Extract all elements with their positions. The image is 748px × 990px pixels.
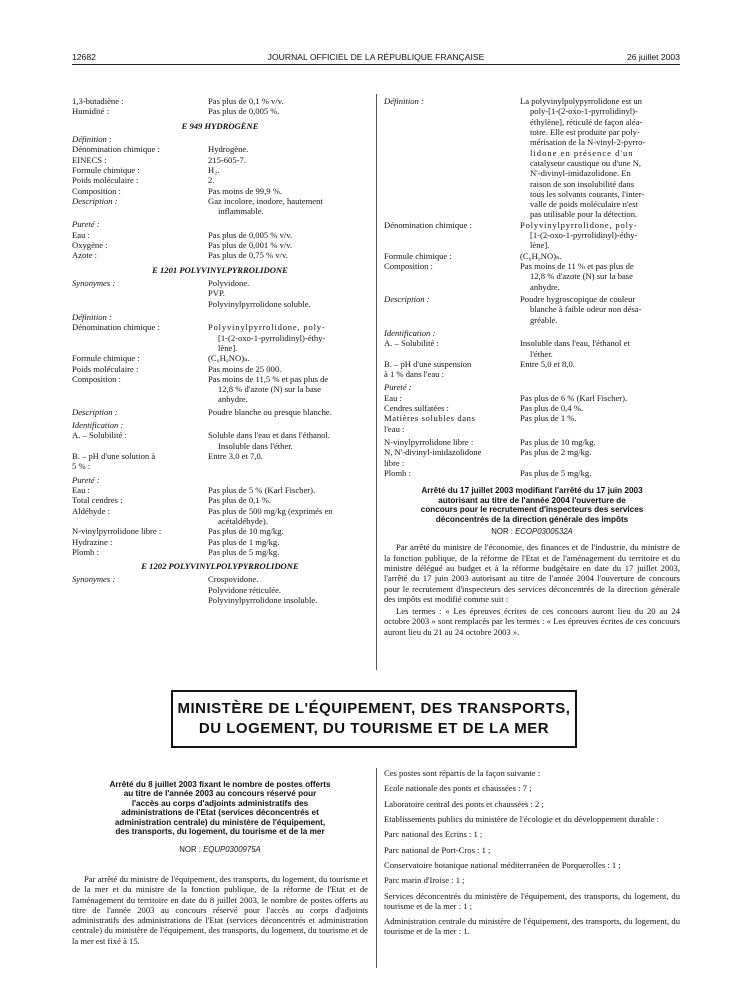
spec-row: Eau : Pas plus de 0,005 % v/v.: [72, 229, 293, 240]
spec-row: Total cendres : Pas plus de 0,1 %.: [72, 495, 272, 506]
spec-row: Humidité : Pas plus de 0,005 %.: [72, 106, 280, 117]
spec-row: Composition : Pas moins de 11 % et pas plus de 12,8 % d'azote (N) sur la base anhydre.: [384, 261, 634, 292]
spec-row: N-vinylpyrrolidone libre : Pas plus de 10 mg/kg.: [72, 526, 284, 537]
spec-row: Plomb : Pas plus de 5 mg/kg.: [384, 467, 592, 478]
nor-reference: NOR : EQUP0300975A: [179, 844, 261, 854]
list-item: Services déconcentrés du ministère de l'équipement, des transports, du logement, du tourisme et de la mer : 1 ;: [384, 890, 680, 911]
spec-row: Poids moléculaire : 2.: [72, 175, 215, 186]
purete-label: Pureté :: [72, 219, 100, 230]
definition-label: Définition :: [72, 133, 112, 144]
spec-row: Dénomination chimique : Hydrogène.: [72, 144, 249, 155]
column-divider: [376, 768, 377, 968]
spec-row: Formule chimique : (C₆H₉NO)ₙ.: [72, 353, 250, 364]
spec-row: Aldéhyde : Pas plus de 500 mg/kg (exprimés en acétaldéhyde).: [72, 505, 333, 526]
purete-label: Pureté :: [72, 474, 100, 485]
spec-row: Description : Poudre blanche ou presque blanche.: [72, 406, 332, 417]
spec-row: Dénomination chimique : Polyvinylpyrrolidone, poly- [1-(2-oxo-1-pyrrolidinyl)-éthy- lène].: [72, 322, 326, 353]
column-divider: [376, 94, 377, 670]
left-column: [72, 96, 368, 605]
spec-row: Oxygène : Pas plus de 0,001 % v/v.: [72, 240, 293, 251]
spec-row: Eau : Pas plus de 6 % (Karl Fischer).: [384, 392, 628, 403]
page-number: 12682: [72, 52, 96, 62]
spec-row: Poids moléculaire : Pas moins de 25 000.: [72, 363, 282, 374]
spec-row: Formule chimique : (C₆H₉NO)ₙ.: [384, 250, 562, 261]
right-column: [384, 96, 680, 639]
spec-row: EINECS : 215-605-7.: [72, 154, 246, 165]
lower-right-column: [384, 768, 680, 942]
arrete-paragraph: Par arrêté du ministre de l'équipement, des transports, du logement, du tourisme et de la mer et du ministre de la fonction publique, de la réforme de l'Etat et de l'aménagement du territoire en date du 8 juillet 2003, le nombre de postes offerts au titre de l'année 2003 au concours réservé pour l'accès au corps d'adjoints administratifs des administrations de l'Etat (services déconcentrés et administration centrale) du ministère de l'équipement, des transports, du logement, du tourisme et de la mer est fixé à 15.: [72, 873, 368, 946]
list-item: Administration centrale du ministère de l'équipement, des transports, du logement, du tourisme et de la mer : 1.: [384, 916, 680, 937]
spec-row: Formule chimique : H₂.: [72, 164, 220, 175]
spec-row: Définition : La polyvinylpolypyrrolidone est un poly-[1-(2-oxo-1-pyrrolidinyl)- éthylène], réticulé de façon aléa- toire. Elle est produite par poly- mérisation de la N-vinyl-2-pyrro- lidone en présence d'un catalyseur caustique ou d'une N, N'-divinyl-imidazolidone. En raison de son insolubilité dans tous les solvants courants, l'inter- valle de poids moléculaire n'est pas utilisable pour la détection.: [384, 96, 646, 220]
list-item: Laboratoire central des ponts et chaussées : 2 ;: [384, 798, 544, 809]
spec-row: Description : Gaz incolore, inodore, hautement inflammable.: [72, 195, 323, 217]
list-item: Etablissements publics du ministère de l'écologie et du développement durable :: [384, 813, 660, 824]
spec-row: Azote : Pas plus de 0,75 % v/v.: [72, 250, 288, 261]
issue-date: 26 juillet 2003: [626, 52, 680, 62]
spec-row: Composition : Pas moins de 11,5 % et pas plus de 12,8 % d'azote (N) sur la base anhydre.: [72, 373, 329, 405]
section-title-e949: E 949 HYDROGÈNE: [181, 120, 259, 131]
section-title-e1201: E 1201 POLYVINYLPYRROLIDONE: [152, 264, 288, 275]
list-item: Ces postes sont répartis de la façon suivante :: [384, 768, 541, 778]
spec-row: Plomb : Pas plus de 5 mg/kg.: [72, 546, 280, 557]
lower-left-column: [72, 768, 368, 948]
arrete-paragraph: Les termes : « Les épreuves écrites de ces concours auront lieu du 20 au 24 octobre 2003 » sont remplacés par les termes : « Les épreuves écrites de ces concours auront lieu du 21 au 24 octobre 2003 ».: [384, 606, 680, 637]
spec-row: N-vinylpyrrolidone libre : Pas plus de 10 mg/kg.: [384, 437, 596, 447]
arrete-title: Arrêté du 17 juillet 2003 modifiant l'arrêté du 17 juin 2003 autorisant au titre de l'année 2004 l'ouverture de concours pour le recrutement d'inspecteurs des services déconcentrés de la direction générale des impôts: [420, 486, 644, 524]
list-item: Parc national de Port-Cros : 1 ;: [384, 844, 491, 855]
spec-row: N, N'-divinyl-imidazolidone libre : Pas plus de 2 mg/kg.: [384, 447, 592, 468]
spec-row: Cendres sulfatées : Pas plus de 0,4 %.: [384, 403, 584, 414]
spec-row: Hydrazine : Pas plus de 1 mg/kg.: [72, 536, 280, 547]
identification-label: Identification :: [72, 420, 124, 431]
spec-row: Matières solubles dans l'eau : Pas plus de 1 %.: [384, 413, 577, 434]
spec-row: A. – Solubilité : Soluble dans l'eau et dans l'éthanol. Insoluble dans l'éther.: [72, 430, 330, 451]
list-item: Ecole nationale des ponts et chaussées : 7 ;: [384, 783, 532, 794]
purete-label: Pureté :: [384, 382, 412, 393]
ministry-banner: MINISTÈRE DE L'ÉQUIPEMENT, DES TRANSPORTS, DU LOGEMENT, DU TOURISME ET DE LA MER: [171, 690, 577, 748]
spec-row: Dénomination chimique : Polyvinylpyrrolidone, poly- [1-(2-oxo-1-pyrrolidinyl)-éthy- lène].: [384, 219, 638, 251]
list-item: Conservatoire botanique national méditerranéen de Porquerolles : 1 ;: [384, 859, 621, 870]
arrete-title: Arrêté du 8 juillet 2003 fixant le nombre de postes offerts au titre de l'année 2003 au concours réservé pour l'accès au corps d'adjoints administratifs des administrations de l'Etat (services déconcentrés et administration centrale) du ministère de l'équipement, des transports, du logement, du tourisme et de la mer: [109, 780, 331, 837]
nor-reference: NOR : ECOP0300532A: [491, 526, 573, 536]
journal-title: JOURNAL OFFICIEL DE LA RÉPUBLIQUE FRANÇAISE: [267, 52, 485, 62]
spec-row: Description : Poudre hygroscopique de couleur blanche à faible odeur non désa- gréable.: [384, 293, 642, 325]
spec-row: Composition : Pas moins de 99,9 %.: [72, 185, 282, 196]
list-item: Parc national des Ecrins : 1 ;: [384, 829, 483, 840]
section-title-e1202: E 1202 POLYVINYLPOLYPYRROLIDONE: [141, 561, 299, 572]
identification-label: Identification :: [384, 327, 436, 338]
spec-row: 1,3-butadiène : Pas plus de 0,1 % v/v.: [72, 96, 284, 106]
spec-row: Synonymes : Crospovidone. Polyvidone réticulée. Polyvinylpyrrolidone insoluble.: [72, 574, 318, 606]
spec-row: B. – pH d'une solution à 5 % : Entre 3,0 et 7,0.: [72, 451, 263, 472]
arrete-paragraph: Par arrêté du ministre de l'économie, des finances et de l'industrie, du ministre de la fonction publique, de la réforme de l'Etat et de l'aménagement du territoire et du ministre délégué au budget et à la réforme budgétaire en date du 17 juillet 2003, l'arrêté du 17 juin 2003 autorisant au titre de l'année 2004 l'ouverture de concours pour le recrutement d'inspecteurs des services déconcentrés de la direction générale des impôts est modifié comme suit :: [384, 542, 680, 604]
spec-row: Eau : Pas plus de 5 % (Karl Fischer).: [72, 484, 316, 495]
definition-label: Définition :: [72, 311, 112, 322]
spec-row: B. – pH d'une suspension à 1 % dans l'eau : Entre 5,0 et 8,0.: [384, 358, 575, 380]
header-rule: [72, 64, 680, 65]
list-item: Parc marin d'Iroise : 1 ;: [384, 875, 465, 886]
spec-row: Synonymes : Polyvidone. PVP. Polyvinylpyrrolidone soluble.: [72, 278, 311, 309]
spec-row: A. – Solubilité : Insoluble dans l'eau, l'éthanol et l'éther.: [384, 338, 630, 359]
